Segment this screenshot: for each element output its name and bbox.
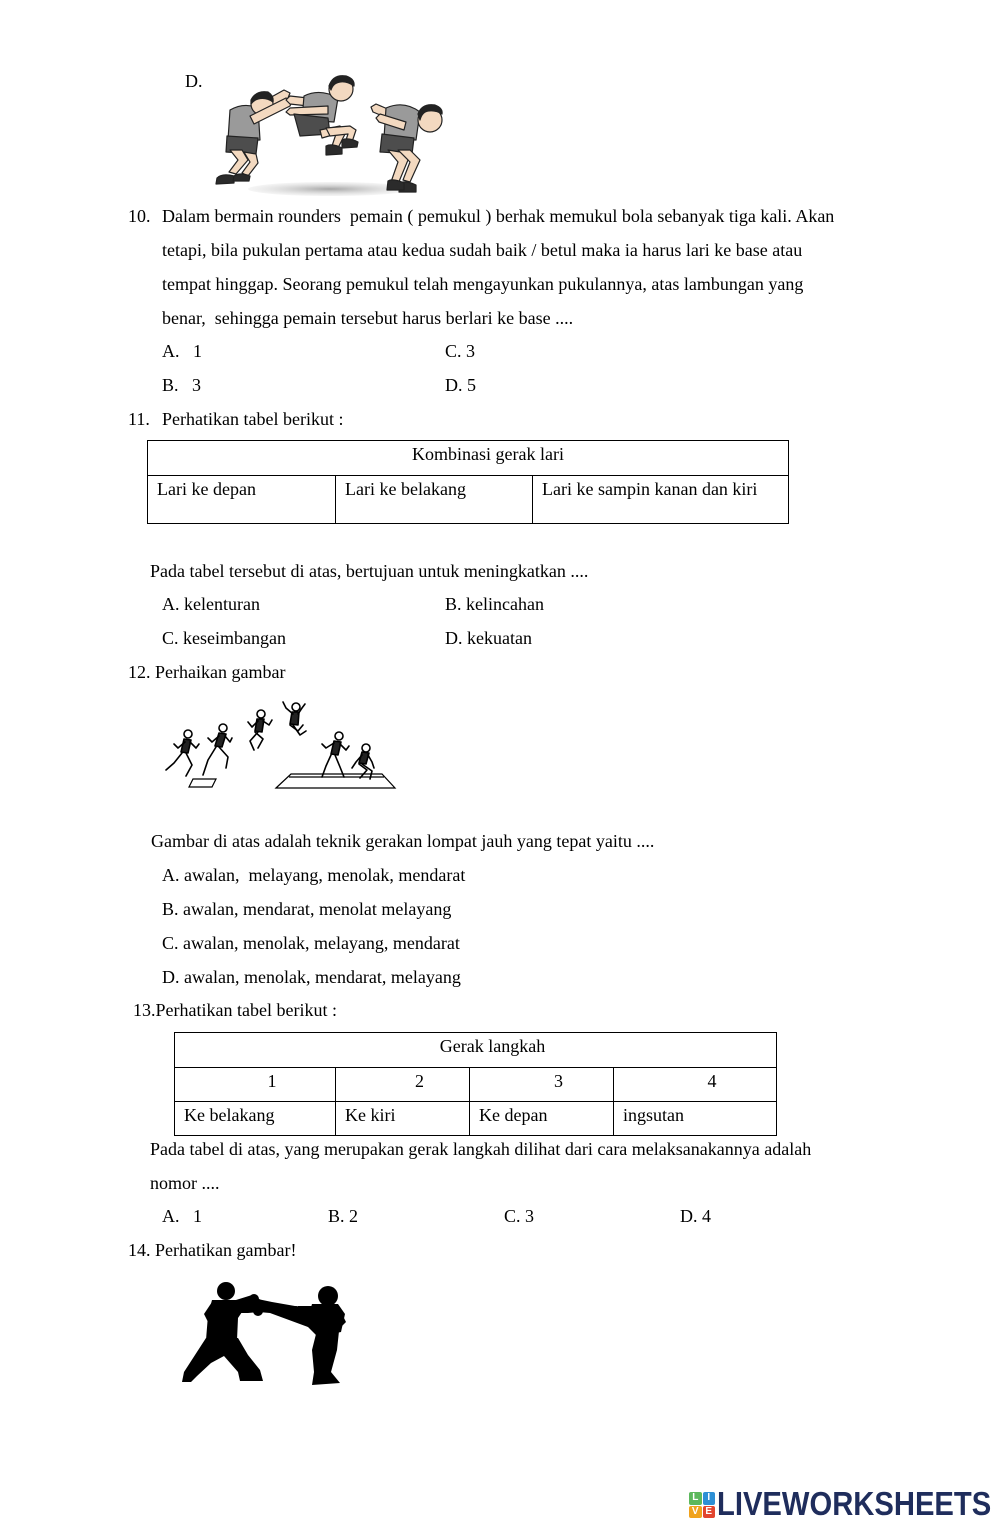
sand-pit bbox=[276, 774, 395, 788]
q10-text-line-1: Dalam bermain rounders pemain ( pemukul ) berhak memukul bola sebanyak tiga kali. Akan bbox=[162, 206, 835, 226]
takeoff-board bbox=[189, 779, 216, 787]
q11-option-b: B. kelincahan bbox=[445, 594, 544, 614]
athlete-head bbox=[362, 744, 370, 752]
fighter-standing-leg bbox=[312, 1330, 340, 1385]
athlete-leg bbox=[203, 747, 216, 775]
q12-question: Gambar di atas adalah teknik gerakan lompat jauh yang tepat yaitu .... bbox=[151, 831, 655, 851]
athlete-singlet bbox=[359, 752, 369, 764]
jumping-kids-illustration bbox=[205, 65, 455, 200]
athlete-take-off bbox=[203, 724, 232, 775]
q10-option-c: C. 3 bbox=[445, 341, 476, 361]
athlete-head bbox=[184, 730, 192, 738]
athlete-landing bbox=[322, 732, 349, 777]
athlete-leg bbox=[166, 753, 182, 770]
q11-option-c: C. keseimbangan bbox=[162, 628, 286, 648]
q11-table-cell: Lari ke belakang bbox=[336, 476, 533, 524]
q10-text-line-2: tetapi, bila pukulan pertama atau kedua sudah baik / betul maka ia harus lari ke base atau bbox=[162, 240, 803, 260]
q13-option-a: A. 1 bbox=[162, 1206, 202, 1226]
q12-option-d: D. awalan, menolak, mendarat, melayang bbox=[162, 967, 461, 987]
kid-figure-crouch bbox=[216, 90, 292, 184]
q10-number: 10. bbox=[128, 206, 151, 226]
fighter-head bbox=[217, 1282, 235, 1300]
q13-table-number: 4 bbox=[614, 1068, 777, 1102]
q12-option-c: C. awalan, menolak, melayang, mendarat bbox=[162, 933, 460, 953]
athlete-singlet bbox=[215, 733, 226, 747]
logo-icon-letter: E bbox=[703, 1506, 716, 1519]
q12-option-b: B. awalan, mendarat, menolat melayang bbox=[162, 899, 452, 919]
athlete-leg bbox=[186, 753, 192, 776]
q13-table-cell: Ke kiri bbox=[336, 1102, 470, 1136]
athlete-flight bbox=[283, 702, 306, 735]
q13-table-header: Gerak langkah bbox=[175, 1033, 777, 1068]
q13-table-cell: Ke depan bbox=[470, 1102, 614, 1136]
kid-shoe bbox=[342, 139, 358, 148]
athlete-leg bbox=[250, 732, 258, 750]
liveworksheets-logo-icon bbox=[689, 1492, 715, 1518]
athlete-rising bbox=[248, 710, 272, 750]
q13-option-b: B. 2 bbox=[328, 1206, 359, 1226]
sand-pit-outline bbox=[276, 774, 395, 788]
q11-table-row bbox=[148, 476, 789, 524]
kid-figure-airborne bbox=[286, 76, 358, 155]
q12-prompt: 12. Perhaikan gambar bbox=[128, 662, 286, 682]
q11-prompt: Perhatikan tabel berikut : bbox=[162, 409, 344, 429]
fighter-figure-guard bbox=[182, 1282, 263, 1382]
logo-icon-letter: V bbox=[689, 1506, 702, 1519]
q13-question-line-1: Pada tabel di atas, yang merupakan gerak langkah dilihat dari cara melaksanakannya adalah bbox=[150, 1139, 812, 1159]
q11-table-cell: Lari ke sampin kanan dan kiri bbox=[533, 476, 789, 524]
q11-question: Pada tabel tersebut di atas, bertujuan untuk meningkatkan .... bbox=[150, 561, 589, 581]
liveworksheets-logo-wordmark: LIVEWORKSHEETS bbox=[717, 1485, 992, 1522]
q10-option-d: D. 5 bbox=[445, 375, 476, 395]
q13-table-row bbox=[175, 1102, 777, 1136]
logo-icon-letter: I bbox=[703, 1492, 716, 1505]
q13-table-number: 1 bbox=[175, 1068, 336, 1102]
q13-table-cell: Ke belakang bbox=[175, 1102, 336, 1136]
kid-shoe bbox=[233, 174, 250, 181]
q10-text-line-3: tempat hinggap. Seorang pemukul telah mengayunkan pukulannya, atas lambungan yang bbox=[162, 274, 804, 294]
kid-shoe bbox=[216, 175, 234, 184]
athlete-arm bbox=[368, 755, 374, 768]
q10-option-b: B. 3 bbox=[162, 375, 202, 395]
q13-option-c: C. 3 bbox=[504, 1206, 535, 1226]
q12-option-a: A. awalan, melayang, menolak, mendarat bbox=[162, 865, 466, 885]
athlete-leg bbox=[219, 747, 228, 768]
athlete-head bbox=[219, 724, 227, 732]
q11-table bbox=[147, 440, 789, 524]
pencak-silat-illustration bbox=[180, 1275, 350, 1390]
q11-option-a: A. kelenturan bbox=[162, 594, 260, 614]
q10-option-a: A. 1 bbox=[162, 341, 202, 361]
athlete-singlet bbox=[181, 739, 191, 753]
q13-table-number: 3 bbox=[470, 1068, 614, 1102]
athlete-head bbox=[292, 703, 300, 711]
athlete-head bbox=[335, 732, 343, 740]
q13-prompt: 13.Perhatikan tabel berikut : bbox=[133, 1000, 337, 1020]
athlete-run-up bbox=[166, 730, 199, 776]
kid-shoe bbox=[326, 145, 342, 155]
q9-option-d-label: D. bbox=[185, 71, 203, 91]
kid-shoe bbox=[387, 180, 404, 190]
q13-table-number: 2 bbox=[336, 1068, 470, 1102]
athlete-arm bbox=[340, 744, 349, 750]
athlete-arm bbox=[225, 736, 232, 742]
fighter-head bbox=[318, 1286, 338, 1306]
athlete-arm bbox=[190, 742, 199, 748]
q14-prompt: 14. Perhatikan gambar! bbox=[128, 1240, 297, 1260]
q13-question-line-2: nomor .... bbox=[150, 1173, 220, 1193]
q11-option-d: D. kekuatan bbox=[445, 628, 532, 648]
logo-icon-letter: L bbox=[689, 1492, 702, 1505]
q11-number: 11. bbox=[128, 409, 150, 429]
q13-table-number-row bbox=[175, 1068, 777, 1102]
athlete-head bbox=[257, 710, 265, 718]
q13-option-d: D. 4 bbox=[680, 1206, 711, 1226]
q13-table-header-row bbox=[175, 1033, 777, 1068]
q13-table-cell: ingsutan bbox=[614, 1102, 777, 1136]
long-jump-illustration bbox=[160, 695, 400, 795]
q11-table-header: Kombinasi gerak lari bbox=[148, 441, 789, 476]
q11-table-header-row bbox=[148, 441, 789, 476]
q13-table bbox=[174, 1032, 777, 1136]
q11-table-cell: Lari ke depan bbox=[148, 476, 336, 524]
q10-text-line-4: benar, sehingga pemain tersebut harus berlari ke base .... bbox=[162, 308, 574, 328]
kid-figure-landing bbox=[371, 104, 442, 192]
kid-arm-front bbox=[286, 106, 328, 115]
fighter-pants bbox=[182, 1338, 263, 1382]
